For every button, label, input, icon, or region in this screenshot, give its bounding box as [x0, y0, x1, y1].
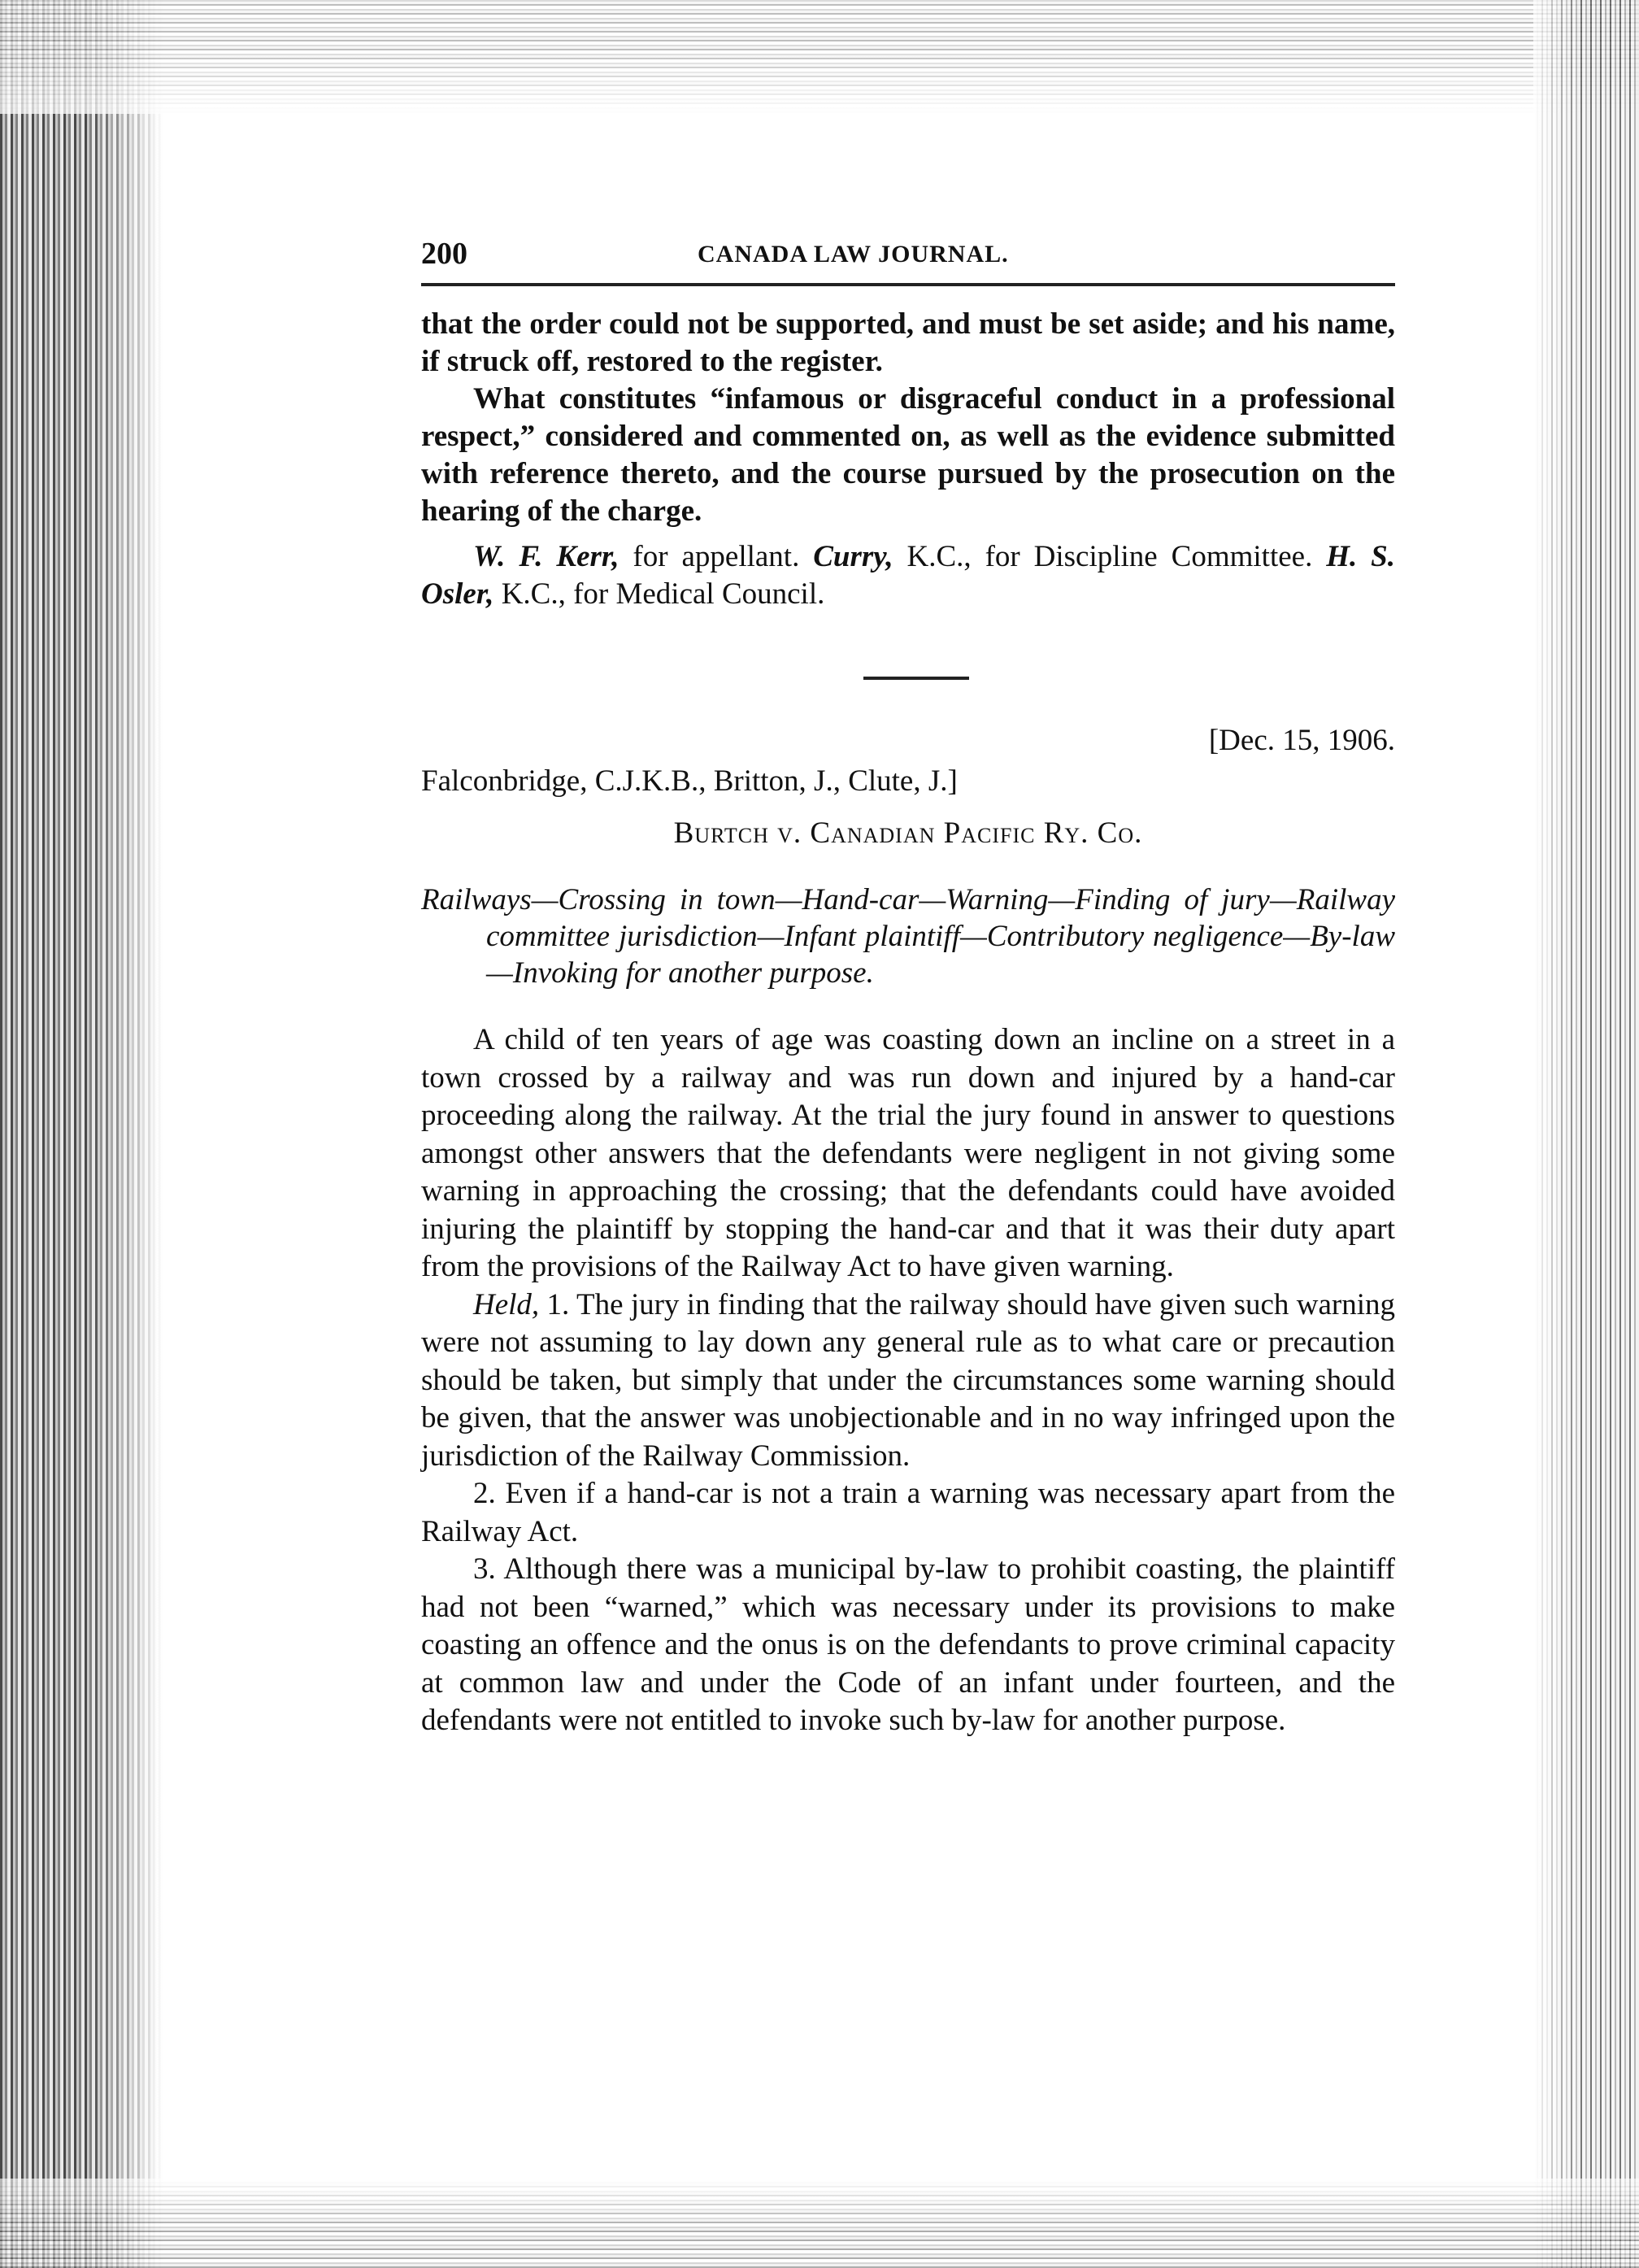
- previous-case-summary: [421, 306, 1395, 530]
- running-head: [421, 236, 1395, 276]
- scan-edge-right: [1533, 0, 1639, 2268]
- held-paragraph-2: 2. Even if a hand-car is not a train a warning was necessary apart from the Railway Act.: [421, 1477, 1395, 1548]
- facts-paragraph: A child of ten years of age was coasting down an incline on a street in a town crossed by a railway and was run down and injured by a hand-car proceeding along the railway. At the trial the jury found in answer to questions amongst other answers that the defendants were negligent in not giving some warning in approaching the crossing; that the defendants could have avoided injuring the plaintiff by stopping the hand-car and that it was their duty apart from the provisions of the Railway Act to have given warning.: [421, 1023, 1395, 1283]
- journal-page: [421, 236, 1395, 1740]
- held-label: Held,: [473, 1287, 540, 1321]
- section-divider: [863, 677, 969, 680]
- journal-title: CANADA LAW JOURNAL.: [698, 241, 1009, 268]
- counsel-name-3: H. S. Osler,: [421, 540, 1396, 611]
- held-paragraph-1: [421, 1286, 1395, 1476]
- summary-paragraph-2: What constitutes “infamous or disgraceful conduct in a professional respect,” considered and commented on, as well as the evidence submitted with reference thereto, and the course pursued by the prosecution on the hearing of the charge.: [421, 382, 1395, 528]
- case-title: Burtch v. Canadian Pacific Ry. Co.: [673, 816, 1143, 850]
- page-number: 200: [421, 237, 467, 271]
- scan-edge-top: [0, 0, 1639, 114]
- scan-edge-bottom: [0, 2179, 1639, 2268]
- counsel-name-2: Curry,: [813, 540, 893, 573]
- counsel-line: [421, 538, 1395, 613]
- counsel-role-2: K.C., for Discipline Committee.: [893, 540, 1327, 573]
- decision-date: [Dec. 15, 1906.: [1208, 724, 1395, 757]
- counsel-role-3: K.C., for Medical Council.: [493, 577, 825, 611]
- scan-edge-left: [0, 0, 163, 2268]
- headnote: Railways—Crossing in town—Hand-car—Warning—Finding of jury—Railway committee jurisdiction—Infant plaintiff—Contributory negligence—By-law—Invoking for another purpose.: [421, 883, 1395, 990]
- held-paragraph-3: 3. Although there was a municipal by-law to prohibit coasting, the plaintiff had not been “warned,” which was necessary under its provisions to make coasting an offence and the onus is on the defendants to prove criminal capacity at common law and under the Code of an infant under fourteen, and the defendants were not entitled to invoke such by-law for another purpose.: [421, 1552, 1395, 1737]
- header-rule: [421, 283, 1395, 286]
- case-body: [421, 1021, 1395, 1740]
- counsel-role-1: for appellant.: [619, 540, 814, 573]
- summary-paragraph-1: that the order could not be supported, and must be set aside; and his name, if struck off, restored to the register.: [421, 307, 1395, 378]
- counsel-name-1: W. F. Kerr,: [473, 540, 620, 573]
- held-1-text: 1. The jury in finding that the railway should have given such warning were not assuming to lay down any general rule as to what care or precaution should be taken, but simply that under the circumstances some warning should be given, that the answer was unobjectionable and in no way infringed upon the jurisdiction of the Railway Commission.: [421, 1287, 1395, 1473]
- judges-line: Falconbridge, C.J.K.B., Britton, J., Clute, J.]: [421, 764, 958, 798]
